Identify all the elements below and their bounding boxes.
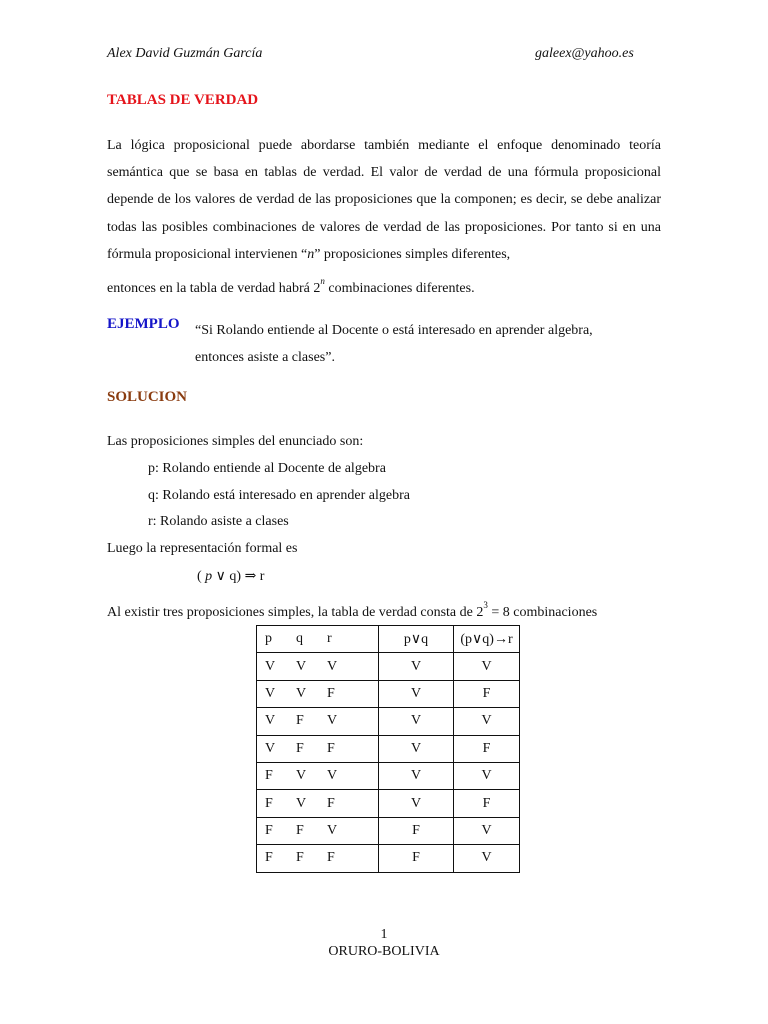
paragraph-last-line-end: combinaciones diferentes. (324, 281, 475, 297)
vars-cell (257, 817, 379, 844)
footer-location: ORURO-BOLIVIA (328, 944, 440, 959)
vars-cell (257, 680, 379, 707)
q-value: V (296, 795, 307, 811)
table-row (257, 653, 520, 680)
section-title: TABLAS DE VERDAD (107, 92, 259, 108)
q-value: V (296, 685, 307, 701)
r-value: F (327, 740, 335, 756)
p-or-q-cell: p∨q (379, 626, 454, 653)
p-value: V (265, 713, 276, 729)
formula-rest: ∨ q) ⇒ r (212, 569, 265, 584)
author-email: galeex@yahoo.es (535, 46, 634, 61)
truth-table (256, 625, 520, 873)
implication-cell: F (454, 680, 520, 707)
r-value: F (327, 850, 335, 866)
proposition-p: p: Rolando entiende al Docente de algebra (148, 461, 386, 476)
table-row (257, 708, 520, 735)
vars-cell (257, 708, 379, 735)
p-value: F (265, 795, 273, 811)
solution-intro: Las proposiciones simples del enunciado son: (107, 434, 364, 449)
vars-cell (257, 626, 379, 653)
q-value: F (296, 850, 304, 866)
paragraph-text: La lógica proposicional puede abordarse también mediante el enfoque denominado teoría semántica que se basa en tablas de verdad. El valor de verdad de una fórmula proposicional depende de los valores de verdad de las proposiciones que la componen; es decir, se debe analizar todas las posibles combinaciones de valores de verdad de las proposiciones. Por tanto si en una fórmula proposicional intervienen “ (107, 138, 661, 262)
implication-cell: F (454, 735, 520, 762)
p-or-q-cell: V (379, 708, 454, 735)
formal-representation-text: Luego la representación formal es (107, 541, 298, 556)
implication-cell: V (454, 845, 520, 872)
example-label: EJEMPLO (107, 316, 180, 332)
page-number: 1 (380, 927, 388, 942)
r-value: V (327, 658, 338, 674)
table-header-row (257, 626, 520, 653)
intro-paragraph (107, 132, 661, 302)
p-value: F (265, 768, 273, 784)
formula-p: p (205, 569, 213, 584)
q-value: F (296, 822, 304, 838)
implication-cell: (p∨q)→r (454, 626, 520, 653)
example-sentence-end: entonces asiste a clases”. (195, 350, 335, 365)
p-value: p (265, 631, 272, 647)
p-value: V (265, 685, 276, 701)
table-row (257, 762, 520, 789)
implication-cell: V (454, 708, 520, 735)
q-value: F (296, 713, 304, 729)
q-value: F (296, 740, 304, 756)
vars-cell (257, 762, 379, 789)
implication-cell: V (454, 653, 520, 680)
paragraph-text-cont: ” proposiciones simples diferentes, (314, 246, 511, 262)
paragraph-last-line: entonces en la tabla de verdad habrá 2 (107, 281, 321, 297)
r-value: F (327, 685, 335, 701)
q-value: V (296, 658, 307, 674)
vars-cell (257, 790, 379, 817)
q-value: q (296, 631, 303, 647)
author-name: Alex David Guzmán García (107, 46, 263, 61)
example-sentence: “Si Rolando entiende al Docente o está interesado en aprender algebra, (195, 323, 593, 338)
proposition-q: q: Rolando está interesado en aprender algebra (148, 488, 411, 503)
implication-cell: F (454, 790, 520, 817)
vars-cell (257, 735, 379, 762)
r-value: V (327, 768, 338, 784)
example-text (195, 317, 661, 371)
table-row (257, 817, 520, 844)
p-value: V (265, 740, 276, 756)
p-or-q-cell: V (379, 680, 454, 707)
p-or-q-cell: V (379, 735, 454, 762)
combinations-count (107, 600, 597, 621)
count-result: = 8 combinaciones (487, 605, 598, 620)
implication-cell: V (454, 762, 520, 789)
r-value: V (327, 822, 338, 838)
vars-cell (257, 653, 379, 680)
p-or-q-cell: F (379, 845, 454, 872)
table-row (257, 735, 520, 762)
p-or-q-cell: V (379, 653, 454, 680)
q-value: V (296, 768, 307, 784)
proposition-r: r: Rolando asiste a clases (148, 514, 289, 529)
formula-open: ( (197, 569, 206, 584)
p-or-q-cell: F (379, 817, 454, 844)
exponent-n: n (320, 276, 325, 287)
p-value: V (265, 658, 276, 674)
solution-label: SOLUCION (107, 389, 188, 405)
formal-formula (197, 568, 264, 585)
exponent-3: 3 (483, 600, 488, 610)
r-value: V (327, 713, 338, 729)
r-value: F (327, 795, 335, 811)
table-row (257, 790, 520, 817)
p-value: F (265, 822, 273, 838)
table-row (257, 680, 520, 707)
implication-cell: V (454, 817, 520, 844)
vars-cell (257, 845, 379, 872)
table-row (257, 845, 520, 872)
count-text: Al existir tres proposiciones simples, la tabla de verdad consta de 2 (107, 605, 484, 620)
r-value: r (327, 631, 332, 647)
p-value: F (265, 850, 273, 866)
n-variable: n (307, 246, 315, 262)
p-or-q-cell: V (379, 762, 454, 789)
p-or-q-cell: V (379, 790, 454, 817)
